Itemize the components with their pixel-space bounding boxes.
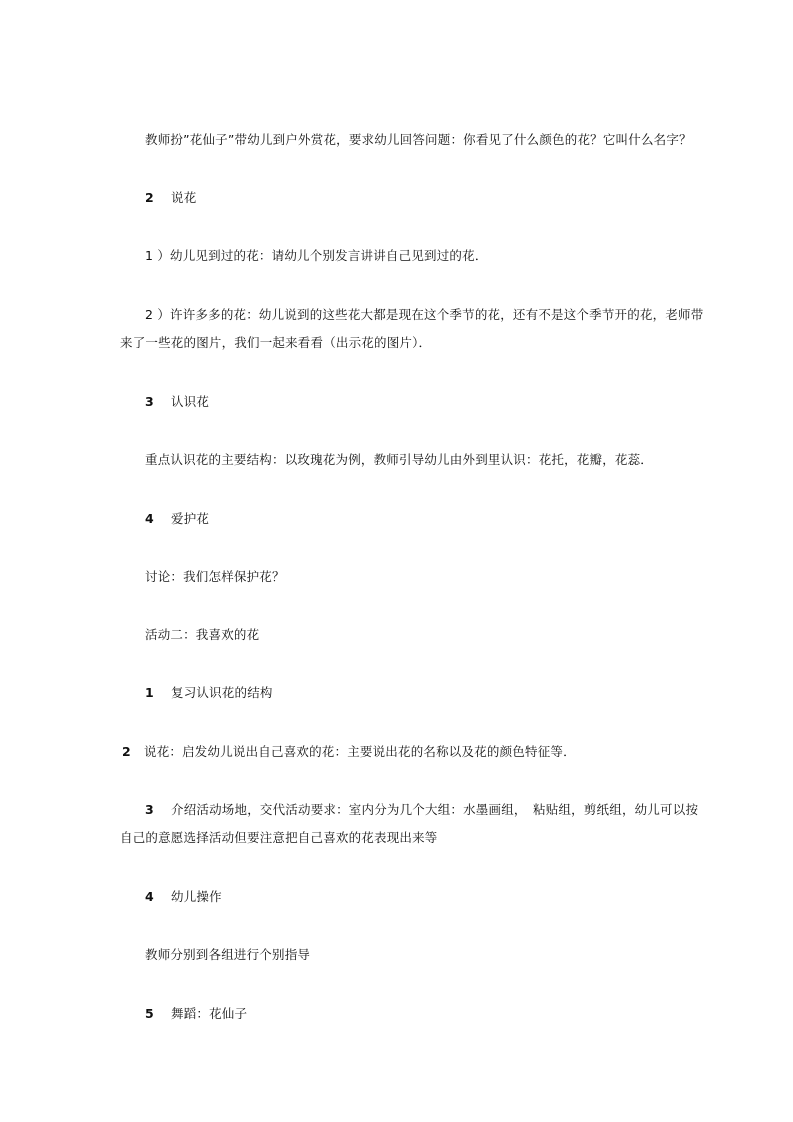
step-number: 4 (145, 889, 154, 904)
section-title: 说花 (171, 190, 197, 205)
section-number: 3 (145, 394, 154, 409)
paragraph-2-2-line1 (145, 307, 703, 323)
paragraph-text: 教师扮”花仙子”带幼儿到户外赏花，要求幼儿回答问题：你看见了什么颜色的花？它叫什么名字？ (145, 132, 692, 147)
step-number: 5 (145, 1006, 154, 1021)
paragraph-3 (145, 452, 653, 468)
activity-step-4 (145, 889, 222, 905)
paragraph-text: 来了一些花的图片，我们一起来看看（出示花的图片）． (120, 335, 432, 350)
paragraph-text: 2 ）许许多多的花：幼儿说到的这些花大都是现在这个季节的花，还有不是这个季节开的花，老师带 (145, 307, 704, 322)
section-heading-4 (145, 511, 209, 527)
section-heading-2 (145, 190, 196, 206)
activity-step-5 (145, 1006, 247, 1022)
paragraph-2-1 (145, 248, 488, 264)
section-title: 爱护花 (171, 511, 210, 526)
step-number: 3 (145, 802, 154, 817)
section-heading-3 (145, 394, 209, 410)
step-text: 幼儿操作 (171, 889, 222, 904)
step-text: 介绍活动场地，交代活动要求：室内分为几个大组：水墨画组， 粘贴组，剪纸组，幼儿可以按 (171, 802, 699, 817)
activity-step-2 (122, 744, 576, 760)
paragraph-text: 讨论：我们怎样保护花？ (145, 569, 285, 584)
step-number: 2 (122, 744, 131, 759)
activity-heading (145, 627, 259, 643)
paragraph-step-4 (145, 947, 310, 963)
activity-step-3-line2 (120, 830, 438, 846)
step-text: 自己的意愿选择活动但要注意把自己喜欢的花表现出来等 (120, 830, 438, 845)
activity-title: 活动二：我喜欢的花 (145, 627, 260, 642)
section-title: 认识花 (171, 394, 210, 409)
activity-step-1 (145, 685, 273, 701)
paragraph-intro (145, 132, 692, 148)
step-number: 1 (145, 685, 154, 700)
paragraph-2-2-line2 (120, 335, 431, 351)
activity-step-3-line1 (145, 802, 698, 818)
step-text: 说花：启发幼儿说出自己喜欢的花：主要说出花的名称以及花的颜色特征等． (144, 744, 576, 759)
paragraph-text: 重点认识花的主要结构：以玫瑰花为例，教师引导幼儿由外到里认识：花托，花瓣，花蕊． (145, 452, 654, 467)
section-number: 2 (145, 190, 154, 205)
paragraph-4 (145, 569, 285, 585)
paragraph-text: 教师分别到各组进行个别指导 (145, 947, 311, 962)
step-text: 复习认识花的结构 (171, 685, 273, 700)
paragraph-text: 1 ）幼儿见到过的花：请幼儿个别发言讲讲自己见到过的花． (145, 248, 488, 263)
step-text: 舞蹈：花仙子 (171, 1006, 248, 1021)
section-number: 4 (145, 511, 154, 526)
